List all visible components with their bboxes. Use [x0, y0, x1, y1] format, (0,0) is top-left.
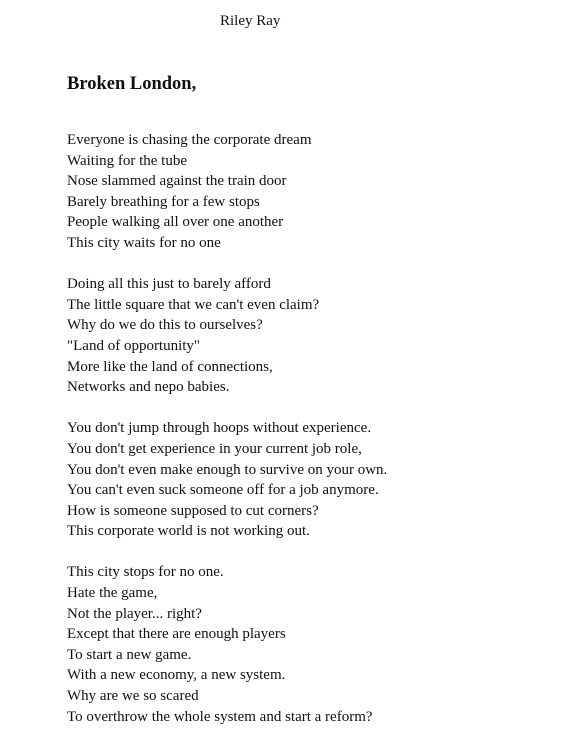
- poem-line: You don't get experience in your current job role,: [67, 440, 362, 457]
- poem-line: To overthrow the whole system and start a reform?: [67, 708, 373, 725]
- poem-line: This city stops for no one.: [67, 564, 224, 581]
- poem-line: Why do we do this to ourselves?: [67, 317, 263, 334]
- poem-line: How is someone supposed to cut corners?: [67, 502, 319, 519]
- poem-line: With a new economy, a new system.: [67, 667, 286, 684]
- poem-title: Broken London,: [67, 74, 197, 94]
- poem-line: People walking all over one another: [67, 214, 284, 231]
- poem-line: You can't even suck someone off for a job anymore.: [67, 482, 379, 499]
- poem-line: More like the land of connections,: [67, 358, 273, 375]
- stanza-4: [67, 562, 567, 727]
- poem-line: Everyone is chasing the corporate dream: [67, 132, 312, 148]
- poem-line: "Land of opportunity": [67, 337, 201, 354]
- author-name: Riley Ray: [220, 13, 281, 29]
- poem-body: [67, 130, 567, 748]
- poem-line: You don't even make enough to survive on your own.: [67, 461, 388, 478]
- poem-line: Not the player... right?: [67, 605, 202, 622]
- poem-line: Barely breathing for a few stops: [67, 193, 260, 210]
- poem-line: This city waits for no one: [67, 234, 221, 251]
- poem-line: Why are we so scared: [67, 688, 199, 705]
- poem-line: The little square that we can't even claim?: [67, 296, 320, 313]
- poem-line: Waiting for the tube: [67, 152, 188, 169]
- poem-line: Hate the game,: [67, 585, 158, 602]
- poem-line: To start a new game.: [67, 646, 192, 663]
- poem-line: Doing all this just to barely afford: [67, 276, 271, 293]
- poem-line: Networks and nepo babies.: [67, 379, 230, 396]
- poem-line: Except that there are enough players: [67, 626, 286, 643]
- poem-line: This corporate world is not working out.: [67, 523, 310, 540]
- poem-line: You don't jump through hoops without experience.: [67, 420, 372, 437]
- stanza-3: [67, 418, 567, 542]
- stanza-1: [67, 130, 567, 254]
- poem-line: Nose slammed against the train door: [67, 173, 287, 190]
- stanza-2: [67, 274, 567, 398]
